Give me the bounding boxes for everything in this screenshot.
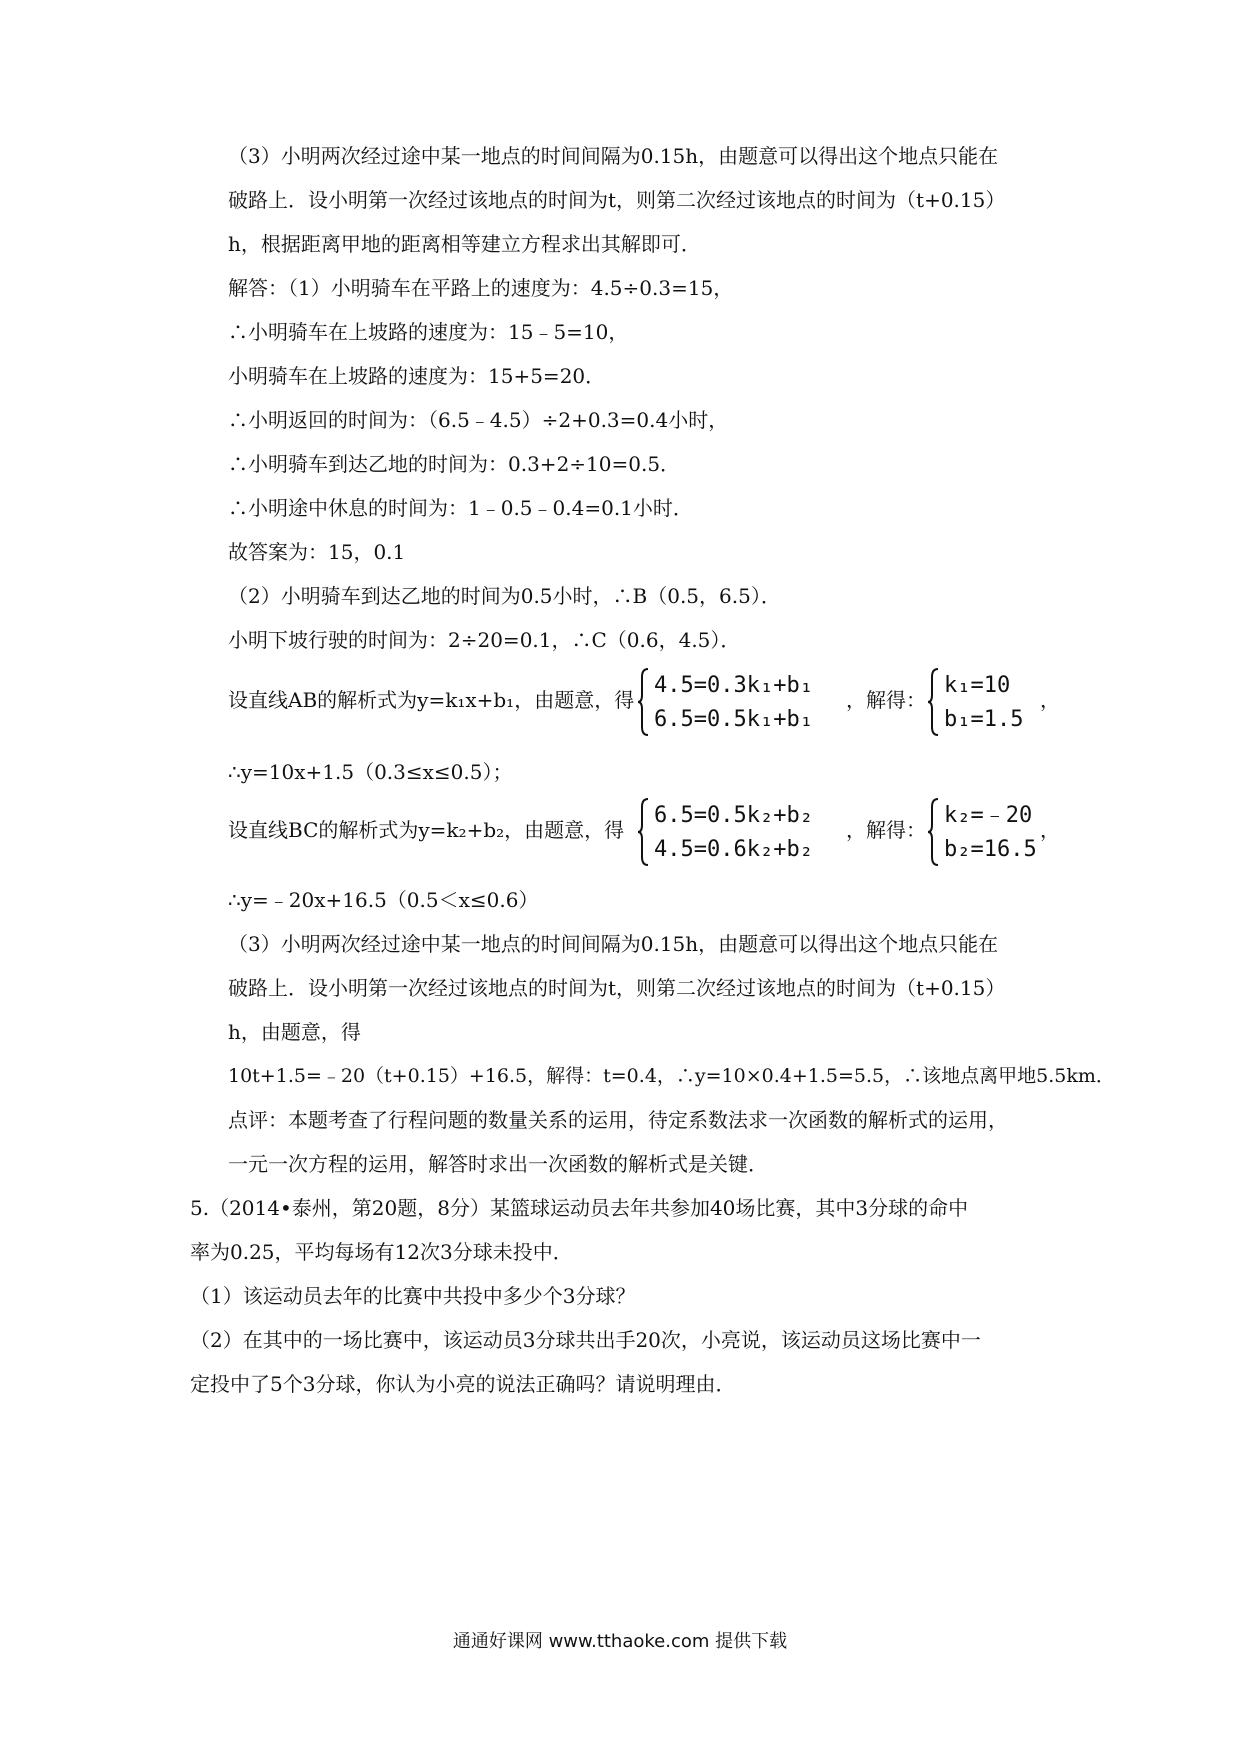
analysis-line-3: h，根据距离甲地的距离相等建立方程求出其解即可． xyxy=(228,232,701,256)
system-ab-eq2: 6.5=0.5k₁+b₁ xyxy=(654,707,813,732)
comment-line-1: 点评：本题考查了行程问题的数量关系的运用，待定系数法求一次函数的解析式的运用， xyxy=(228,1108,1008,1132)
solution-line-1: 解答：（1）小明骑车在平路上的速度为：4.5÷0.3=15， xyxy=(228,276,734,300)
solution-line-4: ∴小明返回的时间为：（6.5﹣4.5）÷2+0.3=0.4小时， xyxy=(228,408,729,432)
answer-line: 故答案为：15，0.1 xyxy=(228,540,406,564)
solution-line-6: ∴小明途中休息的时间为：1﹣0.5﹣0.4=0.1小时． xyxy=(228,496,693,520)
left-brace-icon xyxy=(926,667,940,737)
system-bc-sol1: k₂=﹣20 xyxy=(944,803,1033,828)
left-brace-icon xyxy=(926,797,940,867)
system-ab-sol2: b₁=1.5 xyxy=(944,707,1024,732)
part3-line-1: （3）小明两次经过途中某一地点的时间间隔为0.15h，由题意可以得出这个地点只能在 xyxy=(228,932,999,956)
system-bc-mid: ，解得： xyxy=(846,818,926,842)
page-footer: 通通好课网 www.tthaoke.com 提供下载 xyxy=(452,1631,788,1652)
system-bc-solution xyxy=(926,797,1056,867)
comment-line-2: 一元一次方程的运用，解答时求出一次函数的解析式是关键． xyxy=(228,1152,768,1176)
system-bc-lead: 设直线BC的解析式为y=k₂+b₂，由题意，得 xyxy=(228,818,625,842)
system-ab-eq1: 4.5=0.3k₁+b₁ xyxy=(654,673,813,698)
left-brace-icon xyxy=(636,797,650,867)
system-bc-eq2: 4.5=0.6k₂+b₂ xyxy=(654,837,813,862)
line-ab-result: ∴y=10x+1.5（0.3≤x≤0.5）； xyxy=(228,760,513,784)
analysis-line-1: （3）小明两次经过途中某一地点的时间间隔为0.15h，由题意可以得出这个地点只能在 xyxy=(228,144,999,168)
problem5-line-2: 率为0.25，平均每场有12次3分球未投中． xyxy=(190,1240,573,1264)
system-bc-eq1: 6.5=0.5k₂+b₂ xyxy=(654,803,813,828)
system-ab-solution xyxy=(926,667,1046,737)
part3-line-2: 破路上．设小明第一次经过该地点的时间为t，则第二次经过该地点的时间为（t+0.15） xyxy=(228,976,1006,1000)
solution-part2-line-1: （2）小明骑车到达乙地的时间为0.5小时，∴B（0.5，6.5）． xyxy=(228,584,781,608)
system-ab-sol1: k₁=10 xyxy=(944,673,1011,698)
system-ab-mid: ，解得： xyxy=(846,688,926,712)
problem5-line-4: （2）在其中的一场比赛中，该运动员3分球共出手20次，小亮说，该运动员这场比赛中一 xyxy=(190,1328,981,1352)
solution-line-2: ∴小明骑车在上坡路的速度为：15﹣5=10， xyxy=(228,320,629,344)
system-bc-end: ， xyxy=(1040,818,1060,842)
solution-line-3: 小明骑车在上坡路的速度为：15+5=20． xyxy=(228,364,606,388)
problem5-line-5: 定投中了5个3分球，你认为小亮的说法正确吗？请说明理由． xyxy=(190,1372,736,1396)
system-bc-equations xyxy=(636,797,846,867)
solution-part2-line-2: 小明下坡行驶的时间为：2÷20=0.1，∴C（0.6，4.5）． xyxy=(228,628,741,652)
analysis-line-2: 破路上．设小明第一次经过该地点的时间为t，则第二次经过该地点的时间为（t+0.15） xyxy=(228,188,1006,212)
system-ab-lead: 设直线AB的解析式为y=k₁x+b₁，由题意，得 xyxy=(228,688,635,712)
problem5-line-3: （1）该运动员去年的比赛中共投中多少个3分球？ xyxy=(190,1284,636,1308)
solution-line-5: ∴小明骑车到达乙地的时间为：0.3+2÷10=0.5． xyxy=(228,452,681,476)
left-brace-icon xyxy=(636,667,650,737)
part3-line-3: h，由题意，得 xyxy=(228,1020,361,1044)
part3-line-4: 10t+1.5=﹣20（t+0.15）+16.5，解得：t=0.4，∴y=10×0.4+1.5=5.5，∴该地点离甲地5.5km． xyxy=(228,1065,1115,1087)
problem5-line-1: 5.（2014•泰州，第20题，8分）某篮球运动员去年共参加40场比赛，其中3分球的命中 xyxy=(190,1196,969,1220)
line-bc-result: ∴y=﹣20x+16.5（0.5＜x≤0.6） xyxy=(228,888,539,912)
system-ab-equations xyxy=(636,667,846,737)
system-bc-sol2: b₂=16.5 xyxy=(944,837,1037,862)
system-ab-end: ， xyxy=(1040,688,1060,712)
